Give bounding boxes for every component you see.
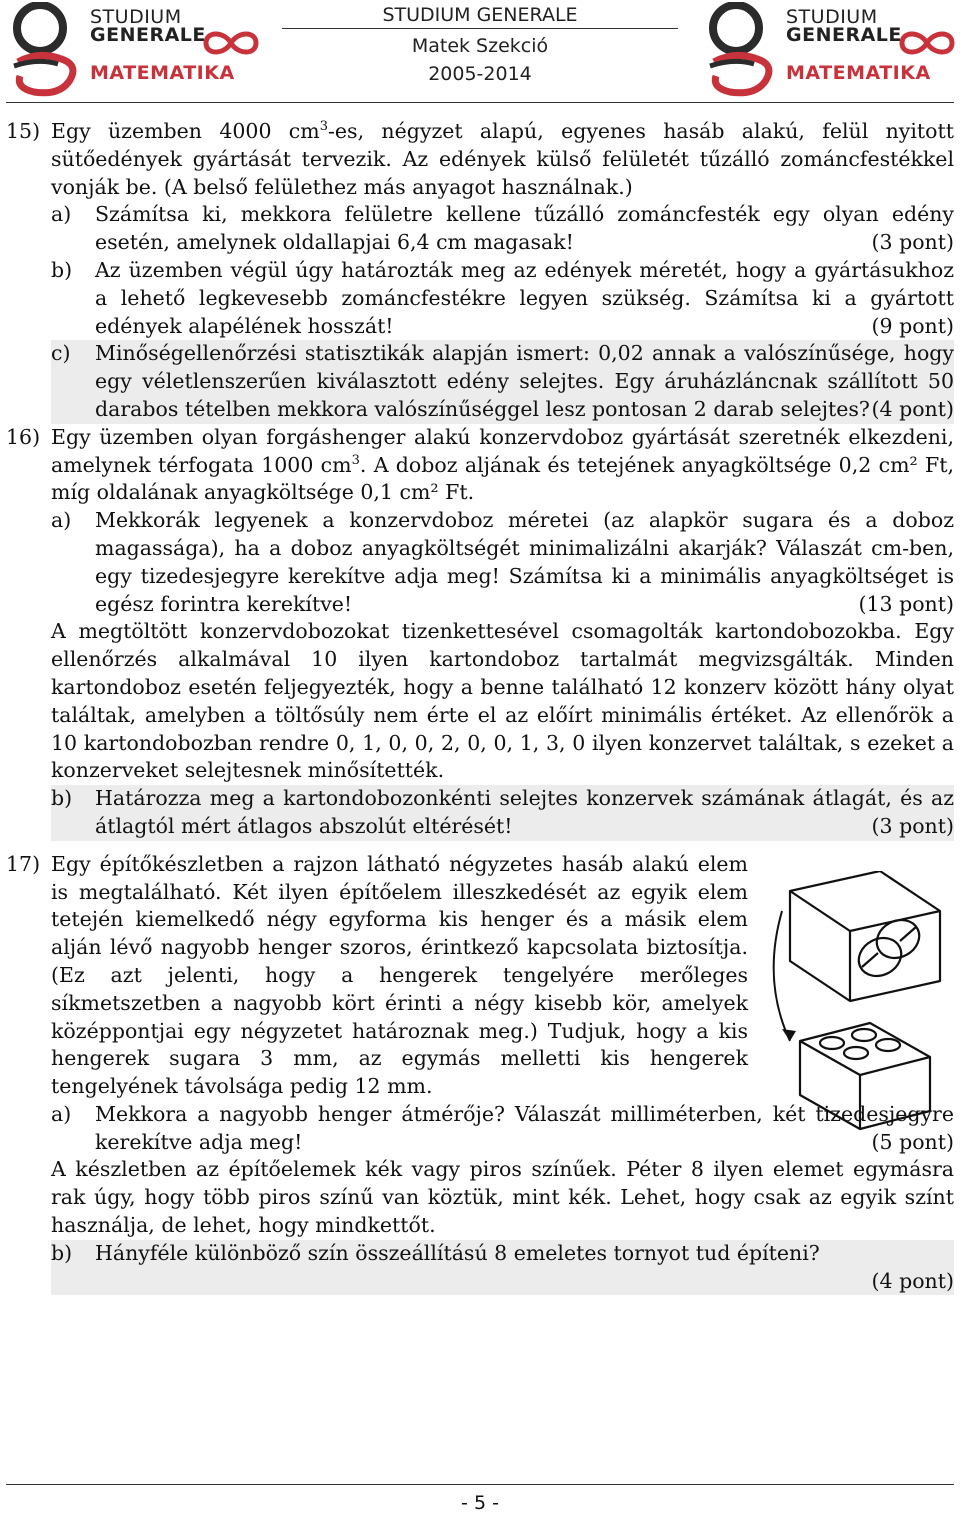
part-text: Hányféle különböző szín összeállítású 8 emeletes tornyot tud építeni? (95, 1240, 820, 1265)
page-number: - 5 - (461, 1492, 499, 1514)
header-divider (6, 102, 954, 103)
infinity-icon (200, 28, 262, 58)
question-17-mid (0, 1156, 960, 1239)
exercise-content (0, 118, 960, 1295)
part-label: b) (51, 786, 73, 811)
paragraph: A megtöltött konzervdobozokat tizenkettesével csomagolták kartondobozokba. Egy ellenőrzés alkalmával 10 ilyen kartondoboz tartalmát megvizsgálták. Minden kartondoboz esetén feljegyezték, hogy a benne található 12 konzerv között hány olyat találtak, amelyben a töltősúly nem érte el az előírt minimális értéket. Az ellenőrök a 10 kartondobozban rendre 0, 1, 0, 0, 2, 0, 0, 1, 3, 0 ilyen konzervet találtak, s ezeket a konzerveket selejtesnek minősítették. (51, 619, 954, 783)
question-15c (51, 340, 954, 423)
part-label: a) (51, 1101, 72, 1126)
part-text: Számítsa ki, mekkora felületre kellene tűzálló zománcfesték egy olyan edény esetén, amelynek oldallapjai 6,4 cm magasak! (95, 202, 954, 255)
footer-divider (6, 1484, 954, 1485)
logo-line2: GENERALE (786, 24, 902, 46)
part-label: b) (51, 1240, 73, 1265)
points: (3 pont) (871, 230, 954, 255)
part-label: a) (51, 508, 72, 533)
part-text: Minőségellenőrzési statisztikák alapján ismert: 0,02 annak a valószínűsége, hogy egy véletlenszerűen kiválasztott edény selejtes. Egy áruházláncnak szállított 50 darabos tételben mekkora valószínűséggel lesz pontosan 2 darab selejtes? (95, 341, 954, 421)
logo-line3: MATEMATIKA (90, 62, 235, 84)
points: (4 pont) (871, 396, 954, 421)
logo-line1: STUDIUM (786, 6, 878, 28)
question-17a (51, 1101, 954, 1157)
question-15b (51, 257, 954, 340)
question-16 (0, 424, 960, 507)
logo-line1: STUDIUM (90, 6, 182, 28)
paragraph: A készletben az építőelemek kék vagy piros színűek. Péter 8 ilyen elemet egymásra rak úgy, hogy több piros színű van köztük, mint kék. Lehet, hogy csak az egyik színt használja, de lehet, hogy mindkettőt. (51, 1157, 954, 1238)
studium-generale-logo-left (4, 2, 264, 98)
question-number: 16) (6, 424, 41, 449)
part-label: b) (51, 257, 73, 282)
question-16b (51, 785, 954, 841)
question-15a (51, 201, 954, 257)
logo-line2: GENERALE (90, 24, 206, 46)
part-label: c) (51, 341, 71, 366)
page-header (0, 0, 960, 100)
points: (13 pont) (858, 591, 954, 616)
question-number: 17) (6, 851, 41, 876)
question-number: 15) (6, 119, 41, 143)
part-text: Az üzemben végül úgy határozták meg az edények méretét, hogy a gyártásukhoz a lehető legkevesebb zománcfestékre legyen szükség. Számítsa ki a gyártott edények alapélének hosszát! (95, 257, 954, 338)
sg-emblem-icon (4, 2, 84, 98)
question-17 (0, 851, 960, 1101)
question-intro: Egy üzemben olyan forgáshenger alakú konzervdoboz gyártását szeretnék elkezdeni, amelynek térfogata 1000 $cm^3$. A doboz aljának és tetejének anyagköltsége 0,2 cm² Ft, míg oldalának anyagköltsége 0,1 cm² Ft. (51, 424, 955, 505)
part-label: a) (51, 202, 72, 227)
sg-emblem-icon (700, 2, 780, 98)
question-intro: Egy építőkészletben a rajzon látható négyzetes hasáb alakú elem is megtalálható. Két ilyen építőelem illeszkedését az egyik elem tetején kiemelkedő négy egyforma kis henger és a másik elem alján lévő nagyobb henger szoros, érintkező kapcsolata biztosítja. (Ez azt jelenti, hogy a hengerek tengelyére merőleges síkmetszetben a nagyobb kört érinti a négy kisebb kör, amelyek középpontjai egy négyzetet határoznak meg.) Tudjuk, hogy a kis hengerek sugara 3 mm, az egymás melletti kis hengerek tengelyének távolsága pedig 12 mm. (51, 851, 748, 1099)
logo-line3: MATEMATIKA (786, 62, 931, 84)
header-title: STUDIUM GENERALE (282, 4, 678, 29)
points: (9 pont) (871, 313, 954, 338)
points: (3 pont) (871, 813, 954, 838)
points: (4 pont) (871, 1268, 954, 1293)
part-text: Mekkora a nagyobb henger átmérője? Válaszát milliméterben, két tizedesjegyre kerekítve adja meg! (95, 1101, 954, 1154)
question-intro: Egy üzemben 4000 $cm^3-es$, négyzet alapú, egyenes hasáb alakú, felül nyitott sütőedények gyártását tervezik. Az edények külső felületét tűzálló zománcfestékkel vonják be. (A belső felülethez más anyagot használnak.) (51, 119, 954, 199)
part-text: Mekkorák legyenek a konzervdoboz méretei (az alapkör sugara és a doboz magassága), ha a doboz anyagköltségét minimalizálni akarják? Válaszát cm-ben, egy tizedesjegyre kerekítve adja meg! Számítsa ki a minimális anyagköltséget is egész forintra kerekítve! (95, 508, 954, 616)
question-16a (51, 507, 954, 618)
part-text: Határozza meg a kartondobozonkénti selejtes konzervek számának átlagát, és az átlagtól mért átlagos abszolút eltérését! (95, 786, 954, 838)
question-15 (0, 118, 960, 201)
question-17b (51, 1240, 954, 1296)
header-center (282, 4, 678, 85)
header-subtitle: Matek Szekció (411, 35, 549, 57)
points: (5 pont) (871, 1129, 954, 1154)
building-block-figure (760, 871, 950, 1131)
question-16-mid (0, 618, 960, 785)
infinity-icon (896, 28, 958, 58)
header-years: 2005-2014 (428, 63, 532, 85)
studium-generale-logo-right (700, 2, 960, 98)
